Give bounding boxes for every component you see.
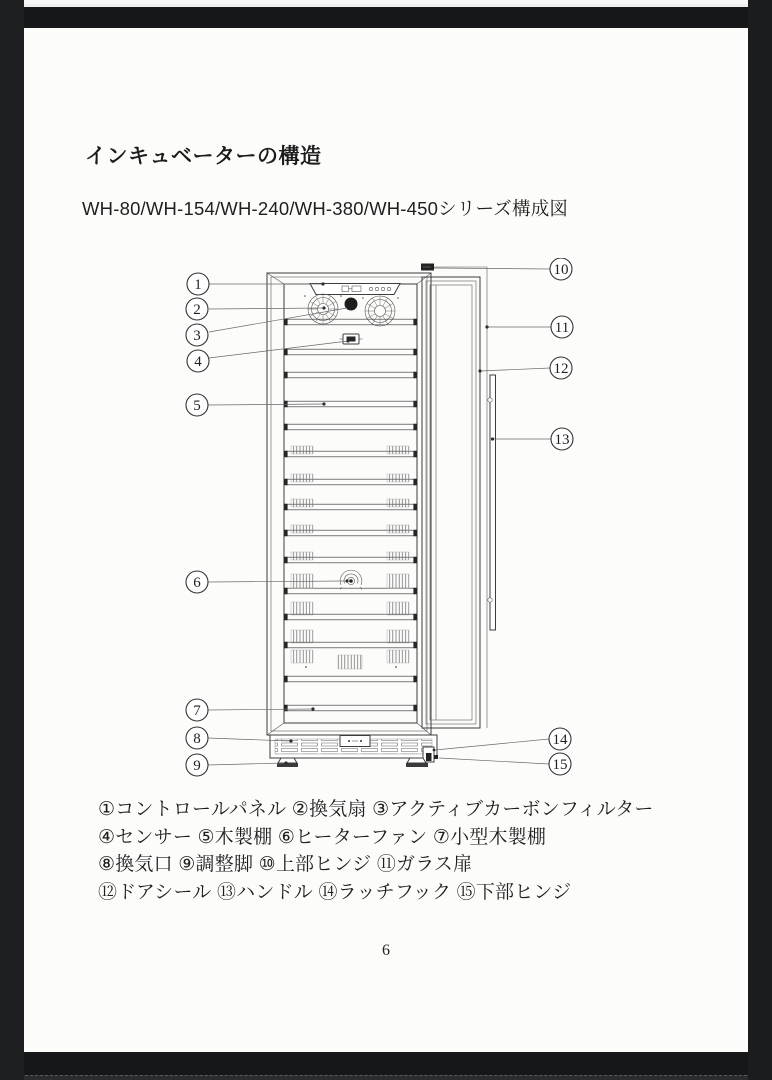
- callout-14: [549, 728, 571, 750]
- callout-3: [186, 324, 208, 346]
- svg-text:7: 7: [193, 703, 201, 720]
- incubator-structure-diagram: [180, 258, 585, 790]
- svg-text:14: 14: [552, 732, 568, 749]
- svg-text:11: 11: [554, 320, 570, 337]
- frame-right-bar: [748, 0, 772, 1080]
- callout-1: [187, 273, 209, 295]
- lower-hinge: [434, 755, 438, 759]
- callout-2: [186, 298, 208, 320]
- callout-4: [187, 350, 209, 372]
- callout-13: [551, 428, 573, 450]
- heater-fan: [340, 570, 362, 589]
- svg-text:6: 6: [193, 575, 201, 592]
- svg-text:10: 10: [553, 262, 569, 279]
- callout-8: [186, 727, 208, 749]
- manual-page: [24, 28, 748, 1052]
- legend-line-4: ⑫ドアシール ⑬ハンドル ⑭ラッチフック ⑮下部ヒンジ: [98, 881, 572, 903]
- svg-text:13: 13: [554, 432, 570, 449]
- adjustable-feet: [277, 758, 428, 767]
- frame-bottom-bar: [0, 1052, 772, 1075]
- svg-text:15: 15: [552, 757, 568, 774]
- callout-10: [550, 258, 572, 280]
- page-title: インキュベーターの構造: [85, 145, 322, 168]
- svg-text:2: 2: [193, 302, 201, 319]
- leader-lines: [208, 268, 551, 765]
- page-number: 6: [382, 942, 390, 959]
- temperature-sensor: [340, 334, 363, 344]
- callout-9: [186, 754, 208, 776]
- latch-hook: [423, 747, 434, 762]
- frame-top-bar: [0, 7, 772, 28]
- legend-line-2: ④センサー ⑤木製棚 ⑥ヒーターファン ⑦小型木製棚: [98, 826, 547, 848]
- callout-6: [186, 571, 208, 593]
- callout-7: [186, 699, 208, 721]
- vent-fan-right: [365, 296, 395, 326]
- svg-text:1: 1: [194, 277, 202, 294]
- callout-12: [550, 357, 572, 379]
- callout-15: [549, 753, 571, 775]
- series-subtitle: WH-80/WH-154/WH-240/WH-380/WH-450シリーズ構成図: [82, 198, 569, 219]
- svg-text:4: 4: [194, 354, 202, 371]
- carbon-filter: [345, 298, 358, 311]
- frame-left-bar: [0, 0, 24, 1080]
- door-handle: [488, 375, 496, 630]
- svg-text:5: 5: [193, 398, 201, 415]
- legend-line-1: ①コントロールパネル ②換気扇 ③アクティブカーボンフィルター: [98, 799, 654, 820]
- svg-text:12: 12: [553, 361, 569, 378]
- svg-text:8: 8: [193, 731, 201, 748]
- callout-5: [186, 394, 208, 416]
- svg-text:3: 3: [193, 328, 201, 345]
- svg-text:9: 9: [193, 758, 201, 775]
- parts-legend: [98, 796, 654, 906]
- vent-grille: [270, 735, 437, 758]
- photo-bottom-strip: [0, 1075, 772, 1080]
- legend-line-3: ⑧換気口 ⑨調整脚 ⑩上部ヒンジ ⑪ガラス扉: [98, 854, 473, 875]
- callout-11: [551, 316, 573, 338]
- glass-door: [421, 264, 496, 729]
